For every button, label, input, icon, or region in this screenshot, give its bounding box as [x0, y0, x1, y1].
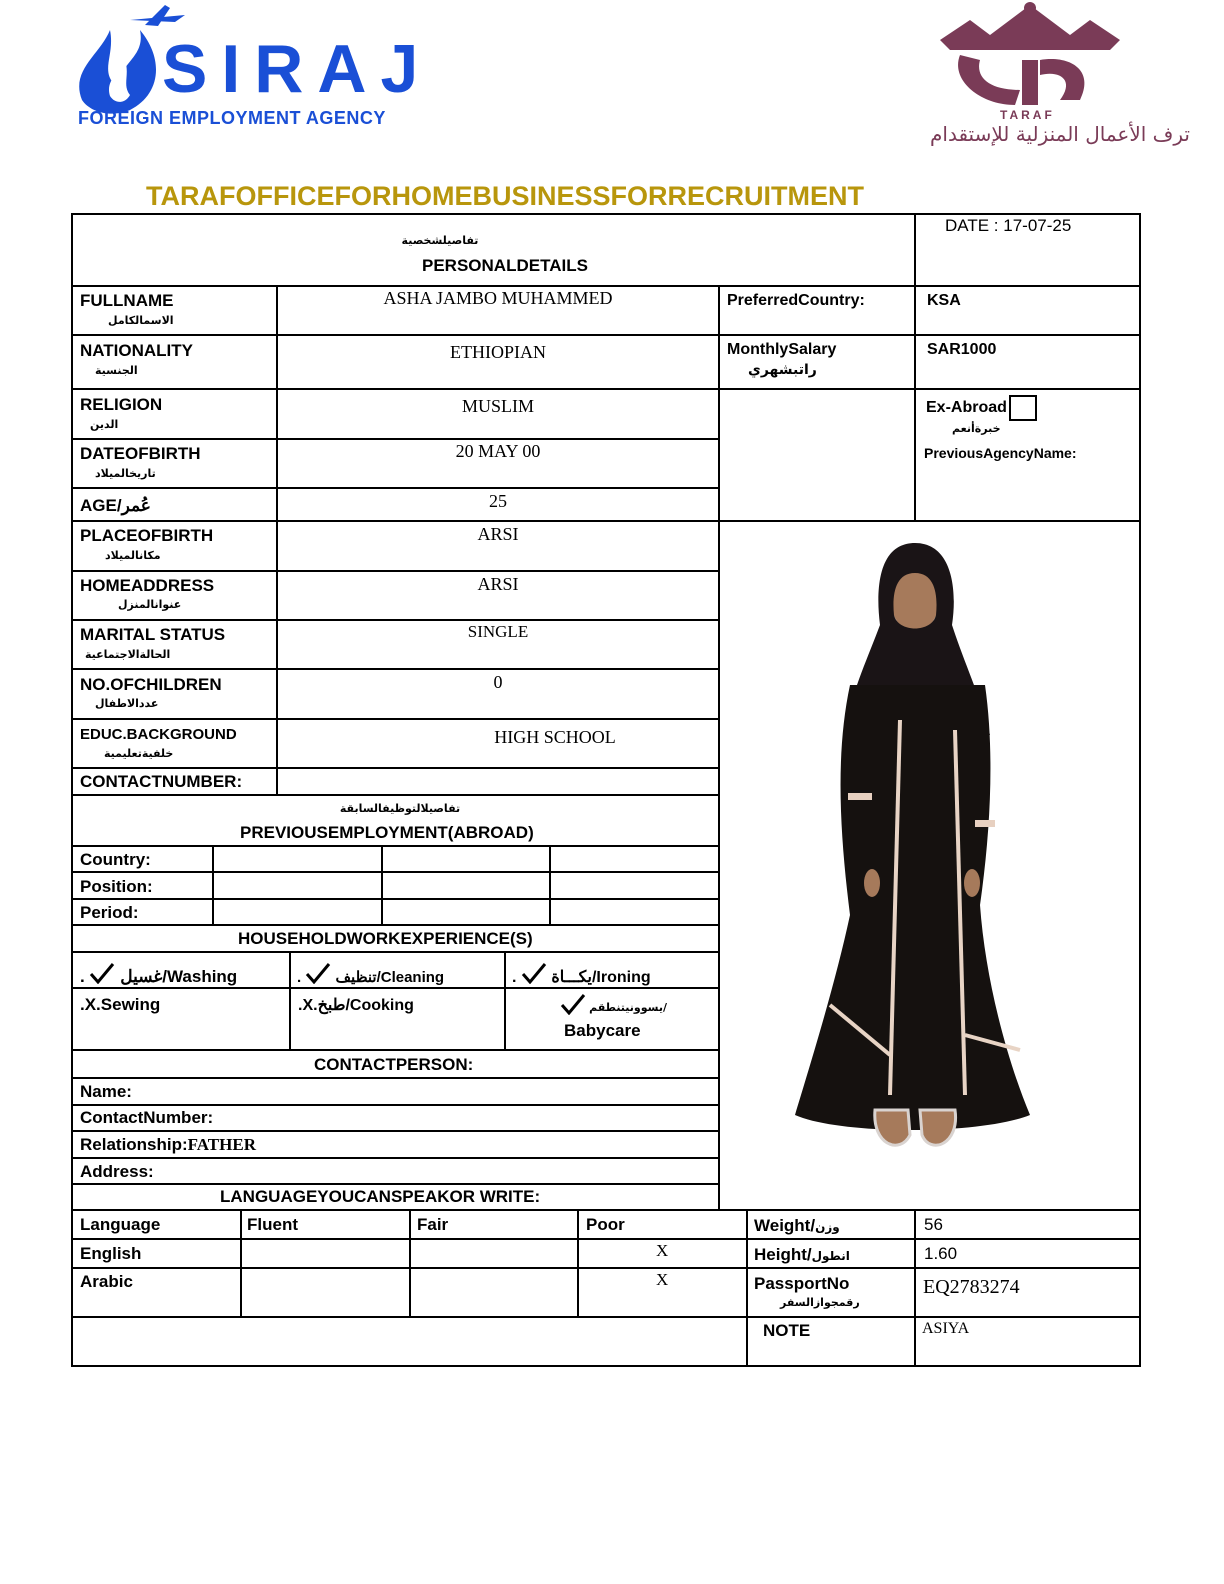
washing-dot: .: [80, 967, 85, 986]
cleaning-label: تنظيف/Cleaning: [335, 969, 445, 986]
dob-label: DATEOFBIRTH: [80, 444, 201, 463]
age-label: [80, 496, 151, 516]
siraj-subtitle: FOREIGN EMPLOYMENT AGENCY: [78, 108, 386, 128]
siraj-title: SIRAJ: [162, 31, 433, 107]
english-poor-mark: X: [656, 1241, 669, 1260]
weight-label: [754, 1216, 840, 1236]
language-arabic: Arabic: [80, 1272, 133, 1291]
prev-country-label: Country:: [80, 850, 151, 869]
check-icon: [89, 962, 115, 984]
babycare-item: [560, 993, 667, 1015]
contact-person-heading: CONTACTPERSON:: [314, 1055, 474, 1074]
check-icon: [560, 993, 586, 1015]
check-icon: [305, 962, 331, 984]
nationality-label: NATIONALITY: [80, 341, 194, 360]
person-figure-icon: [780, 535, 1080, 1165]
arabic-poor-mark: X: [656, 1270, 669, 1289]
passport-label: PassportNo: [754, 1274, 850, 1293]
ironing-label: يكـــاة/Ironing: [551, 969, 651, 986]
cooking-item: .X.طبخ/Cooking: [298, 997, 414, 1014]
pob-label-ar: مكانالميلاد: [105, 549, 161, 562]
passport-value: EQ2783274: [923, 1276, 1020, 1298]
fullname-label-ar: الاسمالكامل: [108, 314, 174, 327]
household-heading: HOUSEHOLDWORKEXPERIENCE(S): [238, 929, 533, 948]
fullname-label: FULLNAME: [80, 291, 174, 310]
crown-icon: [930, 0, 1130, 120]
applicant-photo: [780, 535, 1080, 1165]
pob-label: PLACEOFBIRTH: [80, 526, 214, 545]
religion-value: MUSLIM: [461, 396, 534, 416]
marital-status-label: MARITAL STATUS: [80, 625, 226, 644]
taraf-title: TARAF: [1000, 108, 1055, 122]
religion-label: RELIGION: [80, 395, 163, 414]
home-address-label: HOMEADDRESS: [80, 576, 215, 595]
previous-employment-heading-ar: تفاصيلالتوظيفالسابقة: [339, 802, 461, 815]
nationality-value: ETHIOPIAN: [450, 342, 546, 362]
previous-employment-heading: PREVIOUSEMPLOYMENT(ABROAD): [240, 823, 534, 842]
relationship-value: FATHER: [187, 1135, 256, 1154]
prev-position-label: Position:: [80, 877, 153, 896]
contact-name-label: Name:: [80, 1082, 132, 1101]
language-col-header: Language: [80, 1215, 161, 1234]
taraf-logo: [830, 0, 1200, 155]
previous-agency-label: PreviousAgencyName:: [924, 445, 1077, 461]
preferred-country-value: KSA: [927, 292, 961, 309]
children-label-ar: عددالاطفال: [95, 697, 159, 710]
ex-abroad-checkbox[interactable]: [1009, 395, 1037, 421]
weight-label-ar: وزن: [815, 1220, 840, 1234]
age-label-ar: عُمر: [121, 496, 151, 515]
educ-label-ar: خلفيةتعليمية: [104, 747, 174, 760]
prev-period-label: Period:: [80, 903, 139, 922]
washing-label: غسيل/Washing: [120, 967, 238, 986]
monthly-salary-label-ar: راتبشهري: [748, 362, 817, 378]
taraf-arabic-title: ترف الأعمال المنزلية للإستقدام: [930, 122, 1190, 146]
note-label: NOTE: [763, 1321, 811, 1340]
poor-col-header: Poor: [586, 1215, 625, 1234]
height-label-ar: انطول: [811, 1249, 850, 1263]
educ-value: HIGH SCHOOL: [494, 727, 616, 747]
monthly-salary-value: SAR1000: [927, 341, 997, 358]
dob-label-ar: تاريخالميلاد: [95, 467, 156, 480]
children-value: 0: [493, 672, 503, 692]
ex-abroad-text: Ex-Abroad: [926, 399, 1007, 417]
office-title: TARAFOFFICEFORHOMEBUSINESSFORRECRUITMENT: [146, 181, 864, 211]
washing-item: [80, 962, 237, 987]
fluent-col-header: Fluent: [247, 1215, 298, 1234]
ex-abroad-label-ar: خبرةأنعم: [952, 422, 1001, 435]
height-value: 1.60: [924, 1244, 958, 1263]
language-english: English: [80, 1244, 142, 1263]
ironing-dot: .: [512, 969, 517, 986]
marital-status-value: SINGLE: [467, 622, 529, 641]
babycare-label: Babycare: [564, 1021, 641, 1040]
religion-label-ar: الدين: [90, 418, 119, 431]
relationship-row: [80, 1135, 256, 1155]
height-label-en: Height/: [754, 1245, 812, 1264]
marital-status-label-ar: الحالةالاجتماعية: [85, 648, 171, 661]
note-value: ASIYA: [922, 1320, 970, 1337]
home-address-label-ar: عنوانالمنزل: [118, 598, 182, 611]
sewing-item: .X.Sewing: [80, 995, 161, 1014]
pob-value: ARSI: [477, 524, 519, 544]
weight-label-en: Weight/: [754, 1216, 816, 1235]
educ-label: EDUC.BACKGROUND: [80, 726, 237, 743]
fullname-value: ASHA JAMBO MUHAMMED: [383, 288, 613, 308]
contact-number-person-label: ContactNumber:: [80, 1108, 214, 1127]
date: DATE : 17-07-25: [945, 216, 1072, 235]
age-value: 25: [489, 491, 507, 511]
siraj-logo: [70, 0, 433, 140]
personal-details-heading-ar: تفاصيلشخصية: [401, 234, 479, 247]
relationship-label: Relationship:: [80, 1135, 188, 1154]
preferred-country-label: PreferredCountry:: [727, 292, 865, 309]
height-label: [754, 1245, 850, 1265]
cleaning-item: [297, 962, 444, 986]
dob-value: 20 MAY 00: [455, 441, 541, 461]
home-address-value: ARSI: [477, 574, 519, 594]
fair-col-header: Fair: [417, 1215, 449, 1234]
children-label: NO.OFCHILDREN: [80, 675, 222, 694]
weight-value: 56: [924, 1215, 943, 1234]
monthly-salary-label: MonthlySalary: [727, 341, 837, 358]
ex-abroad-label: [926, 395, 1037, 421]
check-icon: [521, 962, 547, 984]
nationality-label-ar: الجنسية: [95, 364, 138, 377]
language-heading: LANGUAGEYOUCANSPEAKOR WRITE:: [220, 1187, 541, 1206]
passport-label-ar: رقمجوازالسفر: [780, 1296, 860, 1309]
contact-number-label: CONTACTNUMBER:: [80, 772, 243, 791]
age-label-en: AGE/: [80, 496, 122, 515]
ironing-item: [512, 962, 651, 987]
contact-address-label: Address:: [80, 1162, 154, 1181]
personal-details-heading: PERSONALDETAILS: [422, 256, 588, 275]
babycare-label-ar: يسوونيتنطقم/: [589, 1001, 668, 1014]
cleaning-dot: .: [297, 969, 302, 986]
